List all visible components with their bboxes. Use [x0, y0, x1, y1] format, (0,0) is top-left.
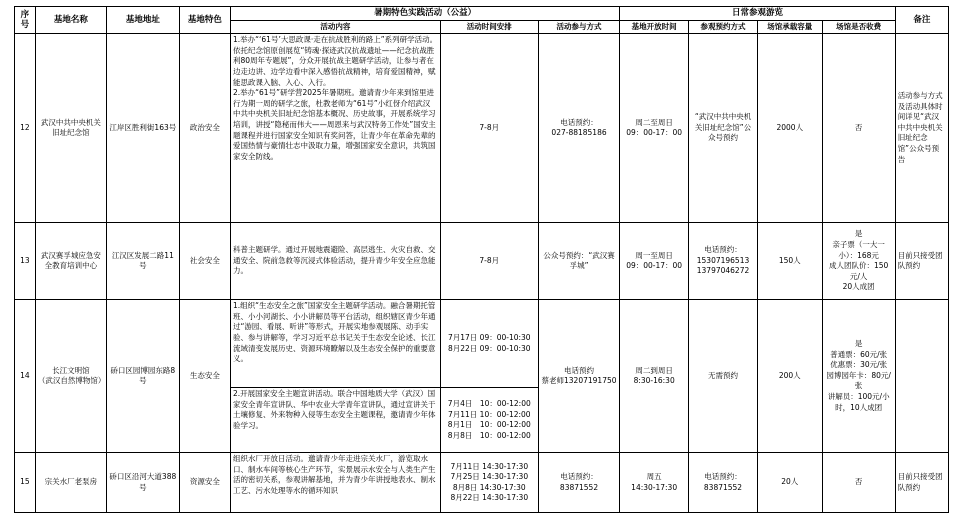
header-fee: 场馆是否收费	[822, 20, 895, 34]
row-feature: 政治安全	[179, 34, 230, 223]
table-row	[15, 223, 949, 300]
row-participation	[538, 300, 619, 453]
fee-text: 是 普通票：60元/张 优惠票：30元/张 园博园年卡：80元/张 讲解员：100元/小时，10人成团	[826, 339, 891, 412]
row-activity-time	[440, 300, 538, 388]
row-index: 13	[15, 223, 36, 300]
header-daily-group: 日常参观游览	[620, 7, 895, 21]
row-name	[35, 300, 106, 453]
open-time-text: 周二至周日 09：00-17：00	[626, 117, 683, 138]
row-name: 武汉赛孚城应急安全教育培训中心	[35, 223, 106, 300]
row-index: 14	[15, 300, 36, 453]
booking-text: 电话预约： 15307196513 13797046272	[696, 245, 750, 276]
open-time-text: 周二到周日 8:30-16:30	[633, 365, 675, 386]
header-summer-group: 暑期特色实践活动（公益）	[230, 7, 619, 21]
row-feature: 社会安全	[179, 223, 230, 300]
row-remark	[895, 223, 948, 300]
row-booking	[689, 34, 758, 223]
activity-table	[14, 6, 949, 513]
row-address: 硚口区沿河大道388号	[106, 453, 179, 513]
header-remark: 备注	[895, 7, 948, 34]
row-open-time	[620, 223, 689, 300]
row-open-time	[620, 300, 689, 453]
activity-content-text: 2.开展国家安全主题宣讲活动。联合中国地质大学（武汉）国家安全青年宣讲队、华中农业大学青年宣讲队，通过宣讲关于土壤修复、外来物种入侵等生态安全主题课程，邀请青少年体验学习。	[232, 389, 436, 430]
row-activity-time	[440, 34, 538, 223]
row-booking	[689, 453, 758, 513]
row-booking	[689, 300, 758, 453]
activity-content-text: 1.举办“‘61号’大思政课·走在抗战胜利的路上”系列研学活动。依托纪念馆原创展览“铸魂·探迹武汉抗战遗址——纪念抗战胜利80周年专题展”，分众开展抗战主题研学活动，让参与者在边走边讲、边学边看中深入感悟抗战精神，培育爱国精神，赋能思政课入脑、入心、入行。 2.举办“61号”研学营2025年暑期班。邀请青少年来到馆里进行为期一周的研学之旅，杜教老师为“61号”小红伢介绍武汉中共中央机关旧址纪念馆基本概况、历史故事，开展系统学习培训，讲授“隐秘而伟大——周恩来与武汉特务工作处”国安主题课程并进行国家安全知识有奖问答，让青少年在革命先辈的爱国热情与豪情壮志中汲取力量，增强国家安全意识，共筑国家安全防线。	[232, 35, 438, 161]
activity-time-text: 7月4日 10：00-12:00 7月11日 10：00-12:00 8月1日 10：00-12:00 8月8日 10：00-12:00	[447, 399, 531, 440]
row-activity-content	[230, 388, 440, 453]
activity-time-text: 7月11日 14:30-17:30 7月25日 14:30-17:30 8月8日 14:30-17:30 8月22日 14:30-17:30	[450, 461, 529, 503]
header-index: 序号	[15, 7, 36, 34]
table-row	[15, 453, 949, 513]
participation-text: 电话预约： 027-88185186	[551, 117, 607, 138]
row-capacity: 2000人	[757, 34, 822, 223]
row-participation	[538, 34, 619, 223]
fee-text: 否	[854, 122, 863, 132]
row-remark	[895, 453, 948, 513]
row-remark	[895, 34, 948, 223]
row-index: 15	[15, 453, 36, 513]
activity-content-text: 组织水厂开放日活动。邀请青少年走进宗关水厂，游览取水口、制水车间等核心生产环节，实景展示水安全与人类生产生活的密切关系，参观讲解基地，并为青少年讲授地表水、制水工艺、污水处理等水的循环知识	[232, 454, 436, 495]
row-booking	[689, 223, 758, 300]
row-capacity: 150人	[757, 223, 822, 300]
header-address: 基地地址	[106, 7, 179, 34]
row-activity-content	[230, 223, 440, 300]
row-feature: 资源安全	[179, 453, 230, 513]
booking-text: 电话预约： 83871552	[703, 472, 743, 492]
header-booking: 参观预约方式	[689, 20, 758, 34]
table-row	[15, 300, 949, 388]
header-capacity: 场馆承载容量	[757, 20, 822, 34]
row-activity-content	[230, 300, 440, 388]
activity-time-text: 7月17日 09：00-10:30 8月22日 09：00-10:30	[447, 333, 531, 353]
row-fee	[822, 223, 895, 300]
row-name: 宗关水厂老泵房	[35, 453, 106, 513]
participation-text: 电话预约 蔡老师13207191750	[541, 365, 617, 386]
activity-content-text: 1.组织“生态安全之旅”国家安全主题研学活动。融合暑期托管班、小小河湖长、小小讲解员等平台活动，组织辖区青少年通过“游园、看展、听讲”等形式，开展实地参观展陈、动手实验、参与讲解等，学习习近平总书记关于生态安全论述、长江流域清变发展历史、资源环境瞭解以及生态安全保护的重要意义。	[232, 301, 436, 364]
activity-time-text: 7-8月	[479, 122, 500, 132]
row-fee	[822, 300, 895, 453]
row-address: 江岸区胜利街163号	[106, 34, 179, 223]
header-participation: 活动参与方式	[538, 20, 619, 34]
row-open-time	[620, 453, 689, 513]
participation-text: 公众号预约：“武汉赛孚城”	[543, 250, 615, 271]
row-address: 江汉区发展二路11号	[106, 223, 179, 300]
row-fee: 否	[822, 453, 895, 513]
row-fee	[822, 34, 895, 223]
row-capacity: 20人	[757, 453, 822, 513]
row-feature: 生态安全	[179, 300, 230, 453]
activity-content-text: 科普主题研学。通过开展地震避险、高层逃生、火灾自救、交通安全、院前急救等沉浸式体验活动，提升青少年安全应急能力。	[232, 245, 436, 276]
booking-text: 无需预约	[708, 370, 738, 380]
row-index: 12	[15, 34, 36, 223]
name-text: 长江文明馆 （武汉自然博物馆）	[37, 365, 106, 386]
row-activity-time	[440, 223, 538, 300]
header-activity-time: 活动时间安排	[440, 20, 538, 34]
remark-text: 目前只接受团队预约	[897, 250, 943, 271]
row-open-time	[620, 34, 689, 223]
row-activity-time	[440, 453, 538, 513]
row-activity-content	[230, 34, 440, 223]
open-time-text: 周一至周日 09：00-17：00	[626, 250, 683, 271]
header-name: 基地名称	[35, 7, 106, 34]
open-time-text: 周五 14:30-17:30	[631, 472, 678, 492]
row-activity-time	[440, 388, 538, 453]
header-feature: 基地特色	[179, 7, 230, 34]
participation-text: 电话预约： 83871552	[559, 472, 599, 492]
row-activity-content	[230, 453, 440, 513]
booking-text: “武汉中共中央机关旧址纪念馆”公众号预约	[694, 112, 752, 143]
row-address: 硚口区园博园东路8号	[106, 300, 179, 453]
remark-text: 目前只接受团队预约	[897, 472, 943, 492]
row-participation	[538, 453, 619, 513]
row-participation	[538, 223, 619, 300]
header-open-time: 基地开放时间	[620, 20, 689, 34]
remark-text: 活动参与方式及活动具体时间详见“武汉中共中央机关旧址纪念馆”公众号预告	[897, 91, 943, 164]
activity-time-text: 7-8月	[479, 255, 500, 265]
fee-text: 是 亲子票（一大一小）：168元 成人团队价：150元/人 20人成团	[828, 229, 889, 292]
table-row	[15, 34, 949, 223]
row-capacity: 200人	[757, 300, 822, 453]
row-name: 武汉中共中央机关旧址纪念馆	[35, 34, 106, 223]
header-activity-content: 活动内容	[230, 20, 440, 34]
row-remark	[895, 300, 948, 453]
